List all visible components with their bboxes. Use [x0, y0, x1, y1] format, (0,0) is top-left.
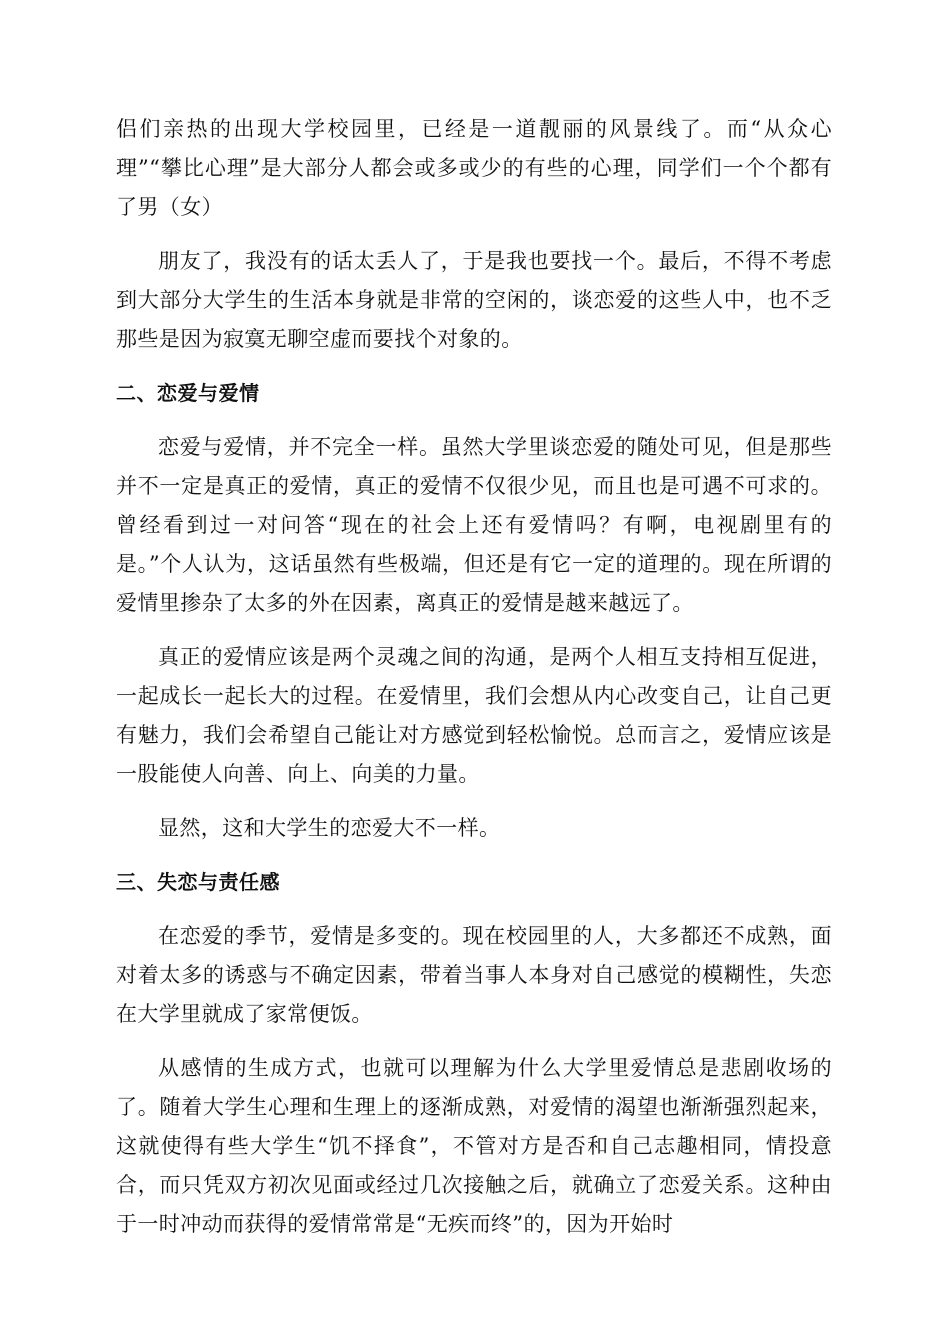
section-heading-breakup-and-responsibility: 三、失恋与责任感 — [116, 870, 280, 894]
paragraph-continuation: 侣们亲热的出现大学校园里，已经是一道靓丽的风景线了。而“从众心理”“攀比心理”是大部分人都会或多或少的有些的心理，同学们一个个都有了男（女） — [116, 117, 832, 219]
paragraph-love-vs-romance: 恋爱与爱情，并不完全一样。虽然大学里谈恋爱的随处可见，但是那些并不一定是真正的爱情，真正的爱情不仅很少见，而且也是可遇不可求的。曾经看到过一对问答“现在的社会上还有爱情吗？有啊，电视剧里有的是。”个人认为，这话虽然有些极端，但还是有它一定的道理的。现在所谓的爱情里掺杂了太多的外在因素，离真正的爱情是越来越远了。 — [116, 435, 832, 615]
paragraph-friends: 朋友了，我没有的话太丢人了，于是我也要找一个。最后，不得不考虑到大部分大学生的生活本身就是非常的空闲的，谈恋爱的这些人中，也不乏那些是因为寂寞无聊空虚而要找个对象的。 — [116, 249, 832, 351]
paragraph-true-love: 真正的爱情应该是两个灵魂之间的沟通，是两个人相互支持相互促进，一起成长一起长大的过程。在爱情里，我们会想从内心改变自己，让自己更有魅力，我们会希望自己能让对方感觉到轻松愉悦。总而言之，爱情应该是一股能使人向善、向上、向美的力量。 — [116, 645, 832, 786]
paragraph-emotion-formation: 从感情的生成方式，也就可以理解为什么大学里爱情总是悲剧收场的了。随着大学生心理和生理上的逐渐成熟，对爱情的渴望也渐渐强烈起来，这就使得有些大学生“饥不择食”，不管对方是否和自己志趣相同，情投意合，而只凭双方初次见面或经过几次接触之后，就确立了恋爱关系。这种由于一时冲动而获得的爱情常常是“无疾而终”的，因为开始时 — [116, 1056, 832, 1236]
section-heading-love-and-romance: 二、恋爱与爱情 — [116, 381, 260, 405]
paragraph-obviously: 显然，这和大学生的恋爱大不一样。 — [158, 816, 501, 840]
paragraph-season-of-love: 在恋爱的季节，爱情是多变的。现在校园里的人，大多都还不成熟，面对着太多的诱惑与不确定因素，带着当事人本身对自己感觉的模糊性，失恋在大学里就成了家常便饭。 — [116, 924, 832, 1026]
document-body — [116, 110, 832, 1259]
